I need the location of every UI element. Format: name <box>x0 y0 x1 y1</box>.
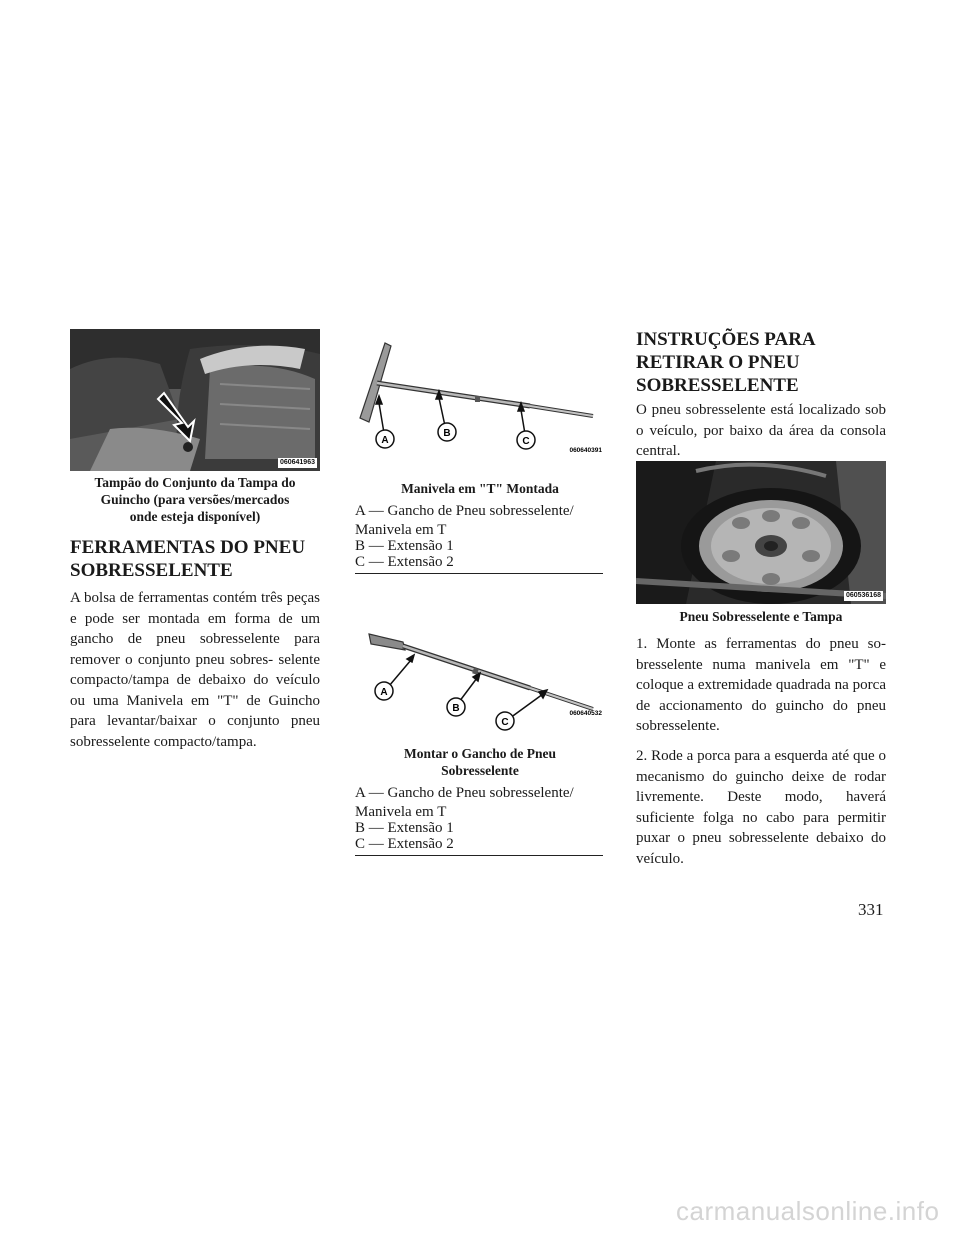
heading-line: SOBRESSELENTE <box>636 375 799 396</box>
figure-code: 060640532 <box>569 710 602 717</box>
legend-item: A — Gancho de Pneu sobresselente/ <box>355 785 574 801</box>
legend-item: Manivela em T <box>355 522 447 538</box>
t-handle-legend <box>355 500 603 574</box>
t-handle-diagram <box>355 338 605 478</box>
spare-hook-legend <box>355 782 603 856</box>
winch-cover-photo <box>70 329 320 471</box>
seat-floor-image <box>70 329 320 471</box>
legend-item: B — Extensão 1 <box>355 820 454 836</box>
caption-line: Sobresselente <box>441 763 519 778</box>
label-a: A <box>380 687 388 698</box>
caption-line: Montar o Gancho de Pneu <box>403 746 556 761</box>
photo-code: 060641963 <box>279 459 315 466</box>
tools-paragraph: A bolsa de ferramentas contém três peças e pode ser montada em forma de um gancho de pneu sobresselente para remover o conjunto pneu sobres- selente compacto/tampa de debaixo do veículo ou uma Manivela em "T" de Guincho para levantar/baixar o conjunto pneu sobresselente compacto/tampa. <box>70 590 320 750</box>
photo-code: 060536168 <box>845 592 881 599</box>
label-c: C <box>501 717 509 728</box>
intro-paragraph: O pneu sobresselente está localizado sob o veículo, por baixo da área da consola central. <box>636 402 886 459</box>
step-2: 2. Rode a porca para a esquerda até que o mecanismo do guincho deixe de rodar livremente. Deste modo, haverá suficiente folga no cabo para permitir puxar o pneu sobresselente debaixo do veículo. <box>636 748 886 867</box>
spare-tire-caption: Pneu Sobresselente e Tampa <box>679 609 843 624</box>
page-number: 331 <box>858 900 884 919</box>
caption-line: onde esteja disponível) <box>129 509 261 524</box>
legend-item: Manivela em T <box>355 804 447 820</box>
section-heading-tools <box>70 536 330 582</box>
spare-hook-caption <box>355 745 605 779</box>
label-b: B <box>452 703 460 714</box>
photo-caption <box>70 474 320 525</box>
heading-line: SOBRESSELENTE <box>70 560 233 581</box>
legend-item: A — Gancho de Pneu sobresselente/ <box>355 503 574 519</box>
caption-line: Guincho (para versões/mercados <box>100 492 290 507</box>
step-1: 1. Monte as ferramentas do pneu so- bresselente numa manivela em "T" e coloque a extremidade quadrada na porca de accionamento do guincho do pneu sobresselente. <box>636 636 886 734</box>
label-c: C <box>522 436 530 447</box>
label-b: B <box>443 428 451 439</box>
spare-tire-image <box>636 461 886 604</box>
heading-line: FERRAMENTAS DO PNEU <box>70 537 306 558</box>
watermark: carmanualsonline.info <box>676 1196 940 1226</box>
legend-item: C — Extensão 2 <box>355 836 454 852</box>
label-a: A <box>381 435 389 446</box>
spare-hook-diagram <box>355 620 605 745</box>
spare-hook-tool <box>369 634 593 709</box>
t-handle-tool <box>360 343 593 422</box>
t-handle-caption: Manivela em "T" Montada <box>401 481 559 496</box>
section-heading-remove-spare <box>636 328 896 397</box>
spare-tire-photo <box>636 461 886 604</box>
figure-code: 060640391 <box>569 447 602 454</box>
caption-line: Tampão do Conjunto da Tampa do <box>94 475 296 490</box>
legend-item: C — Extensão 2 <box>355 554 454 570</box>
heading-line: RETIRAR O PNEU <box>636 352 800 373</box>
legend-item: B — Extensão 1 <box>355 538 454 554</box>
heading-line: INSTRUÇÕES PARA <box>636 329 816 350</box>
